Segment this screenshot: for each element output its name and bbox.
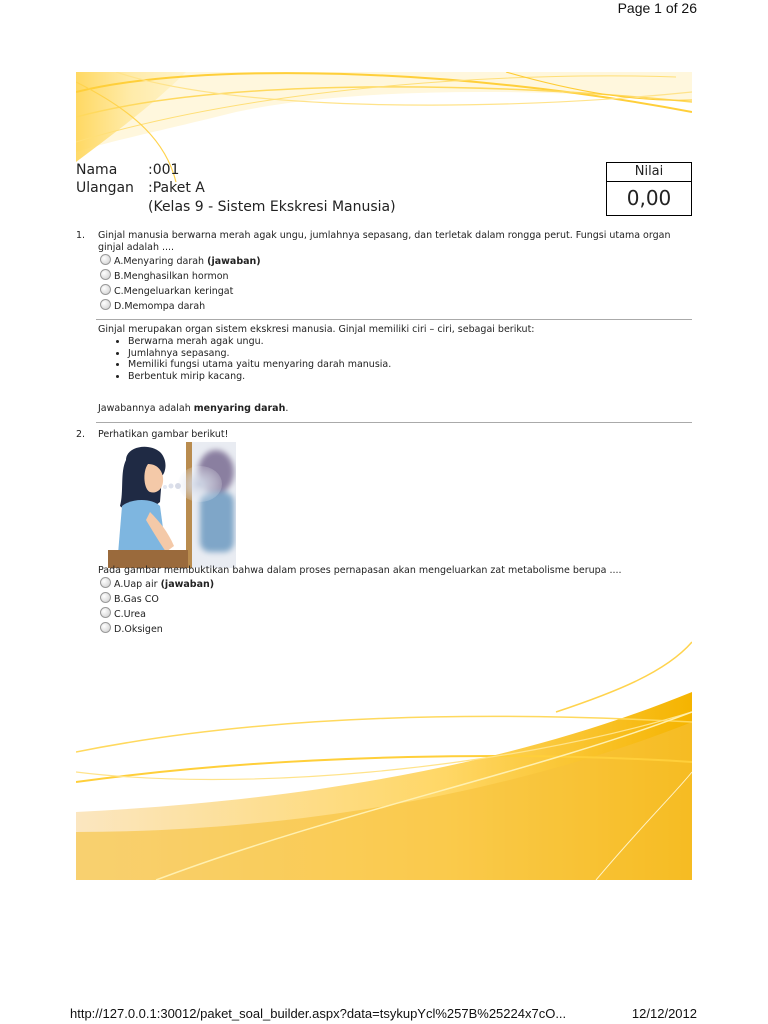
score-label: Nilai xyxy=(607,163,691,182)
score-box xyxy=(606,162,692,216)
footer-url: http://127.0.0.1:30012/paket_soal_builder.aspx?data=tsykupYcl%257B%25224x7cO... xyxy=(70,1006,567,1021)
question-text: Pada gambar membuktikan bahwa dalam proses pernapasan akan mengeluarkan zat metabolisme berupa .... xyxy=(98,565,622,576)
radio-icon[interactable] xyxy=(100,254,111,265)
divider xyxy=(96,319,692,320)
question-2 xyxy=(98,429,692,441)
score-value: 0,00 xyxy=(626,186,672,210)
ulangan-label: Ulangan xyxy=(76,180,134,196)
explanation-intro: Ginjal merupakan organ sistem ekskresi manusia. Ginjal memiliki ciri – ciri, sebagai berikut: xyxy=(98,324,535,335)
radio-icon[interactable] xyxy=(100,622,111,633)
radio-icon[interactable] xyxy=(100,592,111,603)
explanation-item: • Berbentuk mirip kacang. xyxy=(128,371,692,383)
option-a[interactable]: A.Uap air (jawaban) xyxy=(98,577,692,592)
answer-bold: menyaring darah xyxy=(193,403,286,414)
page-indicator: Page 1 of 26 xyxy=(617,0,697,16)
answer-statement: Jawabannya adalah menyaring darah. xyxy=(98,403,289,414)
divider xyxy=(96,422,692,423)
breathing-mirror-illustration xyxy=(108,442,236,568)
radio-icon[interactable] xyxy=(100,607,111,618)
question-2-body xyxy=(98,565,692,637)
ulangan-row xyxy=(76,180,205,196)
explanation-item: • Berwarna merah agak ungu. xyxy=(128,336,692,348)
radio-icon[interactable] xyxy=(100,299,111,310)
radio-icon[interactable] xyxy=(100,269,111,280)
question-intro: Perhatikan gambar berikut! xyxy=(98,429,229,440)
option-b[interactable]: B.Gas CO xyxy=(98,592,692,607)
exam-subtitle: (Kelas 9 - Sistem Ekskresi Manusia) xyxy=(148,199,396,215)
explanation-item: • Memiliki fungsi utama yaitu menyaring darah manusia. xyxy=(128,359,692,371)
radio-icon[interactable] xyxy=(100,284,111,295)
option-d[interactable]: D.Memompa darah xyxy=(98,299,692,314)
nama-value: :001 xyxy=(148,162,180,178)
option-a[interactable]: A.Menyaring darah (jawaban) xyxy=(98,254,692,269)
explanation-1 xyxy=(98,324,692,415)
option-c[interactable]: C.Mengeluarkan keringat xyxy=(98,284,692,299)
option-c[interactable]: C.Urea xyxy=(98,607,692,622)
nama-row xyxy=(76,162,179,178)
ulangan-value: :Paket A xyxy=(148,180,205,196)
option-d[interactable]: D.Oksigen xyxy=(98,622,692,637)
explanation-list xyxy=(98,336,692,382)
answer-tag: (jawaban) xyxy=(160,579,215,590)
question-1 xyxy=(98,230,692,314)
question-number: 1. xyxy=(76,230,86,241)
question-text: Ginjal manusia berwarna merah agak ungu, jumlahnya sepasang, dan terletak dalam rongga perut. Fungsi utama organ ginjal adalah .... xyxy=(98,230,671,253)
option-list xyxy=(98,577,692,637)
option-list xyxy=(98,254,692,314)
radio-icon[interactable] xyxy=(100,577,111,588)
option-b[interactable]: B.Menghasilkan hormon xyxy=(98,269,692,284)
answer-tag: (jawaban) xyxy=(207,256,261,267)
footer-date: 12/12/2012 xyxy=(631,1006,697,1021)
exam-sheet xyxy=(76,72,692,880)
explanation-item: • Jumlahnya sepasang. xyxy=(128,348,692,360)
question-number: 2. xyxy=(76,429,86,440)
nama-label: Nama xyxy=(76,162,118,178)
